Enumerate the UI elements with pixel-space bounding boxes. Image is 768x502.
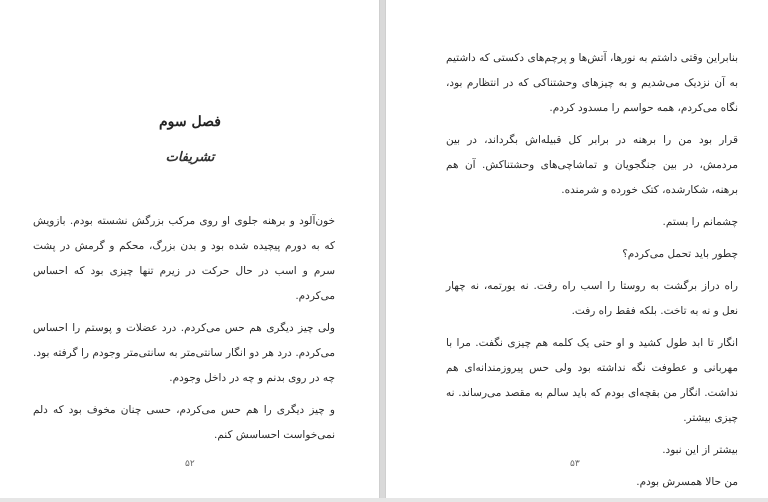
page-number: ۵۳	[570, 459, 580, 469]
left-page-body	[33, 209, 335, 455]
chapter-title: فصل سوم	[159, 114, 221, 130]
paragraph: بیشتر از این نبود.	[662, 444, 738, 456]
left-page	[0, 0, 380, 498]
right-page	[385, 0, 768, 498]
paragraph: بنابراین وقتی داشتم به نورها، آتش‌ها و پرچم‌های دکستی که داشتیم به آن نزدیک می‌شدیم و به چیزهای وحشتناکی که در انتظارم بود، نگاه می‌کردم، همه حواسم را مسدود کردم.	[446, 52, 738, 114]
paragraph: خون‌آلود و برهنه جلوی او روی مرکب بزرگش نشسته بودم. بازویش که به دورم پیچیده شده بود و بدن بزرگ، محکم و گرمش در پشت سرم و اسب در حال حرکت در زیرم تنها چیزی بود که احساس می‌کردم.	[33, 215, 335, 302]
paragraph: قرار بود من را برهنه در برابر کل قبیله‌اش بگرداند، در بین مردمش، در بین جنگجویان و تماشاچی‌های وحشتناکش. آن هم برهنه، شکارشده، کتک خورده و شرمنده.	[446, 134, 738, 196]
paragraph: و چیز دیگری را هم حس می‌کردم، حسی چنان مخوف بود که دلم نمی‌خواست احساسش کنم.	[33, 404, 335, 441]
page-number: ۵۲	[185, 459, 195, 469]
paragraph: انگار تا ابد طول کشید و او حتی یک کلمه هم چیزی نگفت. مرا با مهربانی و عطوفت نگه نداشته بود ولی حس پیروزمندانه‌ای هم نداشت. انگار من بقچه‌ای بودم که باید سالم به مقصد می‌رساند. نه چیزی بیشتر.	[446, 337, 738, 424]
paragraph: چطور باید تحمل می‌کردم؟	[622, 248, 738, 260]
chapter-subtitle: تشریفات	[165, 150, 215, 165]
paragraph: من حالا همسرش بودم.	[636, 476, 738, 488]
paragraph: ولی چیز دیگری هم حس می‌کردم. درد عضلات و پوستم را احساس می‌کردم. درد هر دو انگار سانتی‌متر به سانتی‌متر وجودم را گرفته بود. چه در روی بدنم و چه در داخل وجودم.	[33, 322, 335, 384]
paragraph: چشمانم را بستم.	[662, 216, 738, 228]
right-page-body	[446, 46, 738, 502]
paragraph: راه دراز برگشت به روستا را اسب راه رفت. نه یورتمه، نه چهار نعل و نه به تاخت. بلکه فقط راه رفت.	[446, 280, 738, 317]
